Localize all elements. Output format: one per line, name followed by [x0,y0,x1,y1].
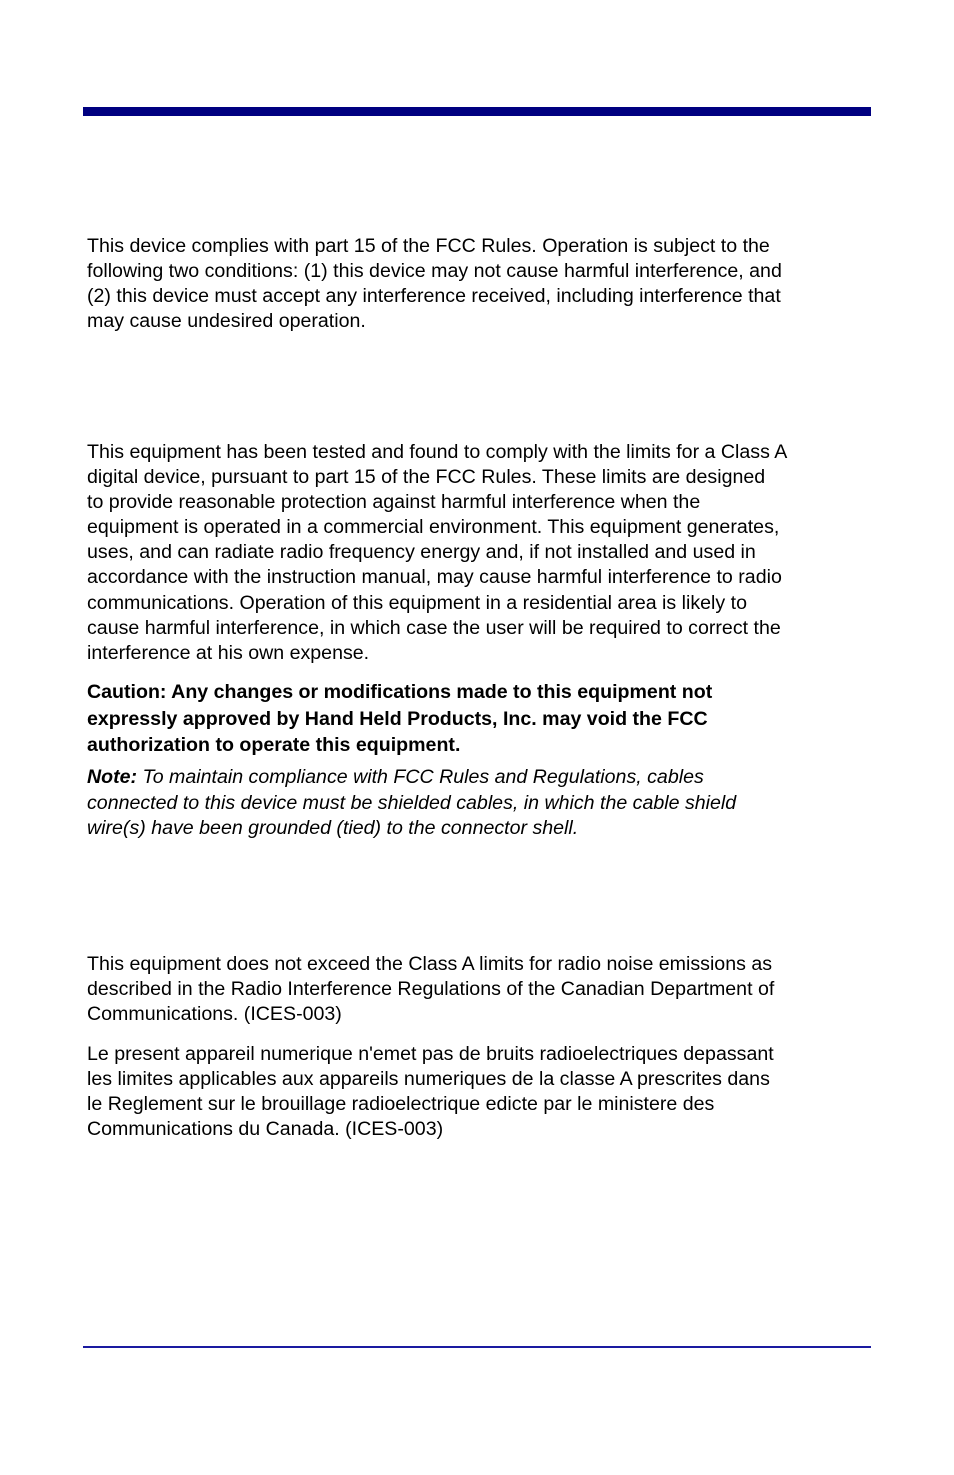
caution-paragraph: Caution: Any changes or modifications made to this equipment not expressly approved by Hand Held Products, Inc. may void the FCC authorization to operate this equipment. [87,681,713,756]
footer-rule [83,1346,871,1348]
canada-french-paragraph: Le present appareil numerique n'emet pas de bruits radioelectriques depassant les limites applicables aux appareils numeriques de la classe A prescrites dans le Reglement sur le brouillage radioelectrique edicte par le ministere des Communications du Canada. (ICES-003) [87,1043,774,1141]
canada-english-paragraph: This equipment does not exceed the Class A limits for radio noise emissions as described in the Radio Interference Regulations of the Canadian Department of Communications. (ICES-003) [87,953,775,1026]
fcc-part15-paragraph: This device complies with part 15 of the FCC Rules. Operation is subject to the following two conditions: (1) this device may not cause harmful interference, and (2) this device must accept any interference received, including interference that may cause undesired operation. [87,235,782,333]
note-text: To maintain compliance with FCC Rules and Regulations, cables connected to this device must be shielded cables, in which the cable shield wire(s) have been grounded (tied) to the connector shell. [87,766,737,839]
fcc-class-a-paragraph: This equipment has been tested and found to comply with the limits for a Class A digital device, pursuant to part 15 of the FCC Rules. These limits are designed to provide reasonable protection against harmful interference when the equipment is operated in a commercial environment. This equipment generates, uses, and can radiate radio frequency energy and, if not installed and used in accordance with the instruction manual, may cause harmful interference to radio communications. Operation of this equipment in a residential area is likely to cause harmful interference, in which case the user will be required to correct the interference at his own expense. [87,441,788,664]
note-label: Note: [87,766,138,788]
note-paragraph [87,765,877,842]
header-rule [83,107,871,116]
